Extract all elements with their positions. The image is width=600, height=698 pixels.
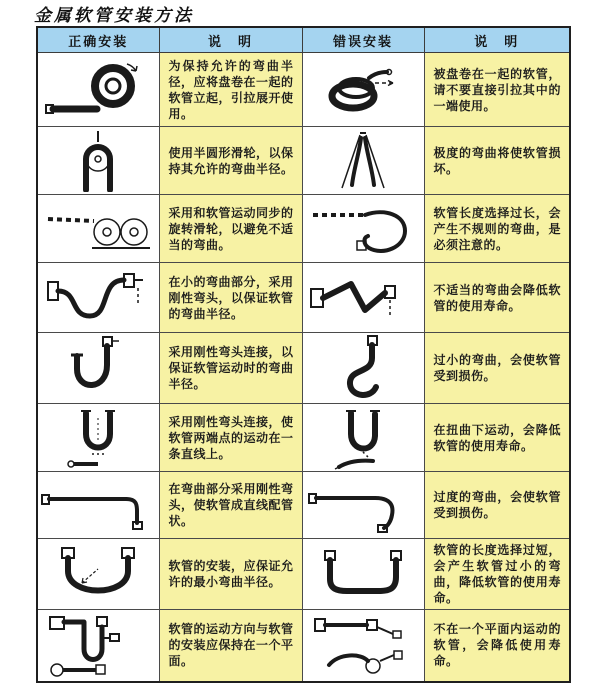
wrong-illustration-cell	[302, 53, 424, 127]
correct-description: 采用刚性弯头连接，以保证软管运动时的弯曲半径。	[159, 333, 302, 404]
correct-description: 采用刚性弯头连接，使软管两端点的运动在一条直线上。	[159, 404, 302, 472]
table-row	[37, 610, 570, 682]
page-title: 金属软管安装方法	[34, 6, 194, 25]
wrong-illustration-cell	[302, 404, 424, 472]
out-of-plane-motion-icon	[311, 611, 415, 679]
correct-description: 软管的安装，应保证允许的最小弯曲半径。	[159, 539, 302, 610]
header-wrong-install: 错误安装	[302, 27, 424, 53]
wrong-description: 不适当的弯曲会降低软管的使用寿命。	[424, 263, 570, 333]
correct-description: 采用和软管运动同步的旋转滑轮，以避免不适当的弯曲。	[159, 195, 302, 263]
u-twisted-motion-icon	[327, 406, 399, 470]
table-row	[37, 539, 570, 610]
straight-run-rigid-elbow-icon	[40, 478, 156, 532]
header-description-1: 说 明	[159, 27, 302, 53]
header-row	[37, 27, 570, 53]
wrong-illustration-cell	[302, 333, 424, 404]
wrong-description: 软管长度选择过长，会产生不规则的弯曲，是必须注意的。	[424, 195, 570, 263]
header-correct-install: 正确安装	[37, 27, 159, 53]
correct-description: 软管的运动方向与软管的安装应保持在一个平面。	[159, 610, 302, 682]
table-row	[37, 53, 570, 127]
wrong-description: 过小的弯曲，会使软管受到损伤。	[424, 333, 570, 404]
wrong-description: 被盘卷在一起的软管，请不要直接引拉其中的一端使用。	[424, 53, 570, 127]
too-small-s-bend-icon	[331, 334, 395, 402]
wrong-illustration-cell	[302, 539, 424, 610]
correct-description: 为保持允许的弯曲半径，应将盘卷在一起的软管立起，引拉展开使用。	[159, 53, 302, 127]
wrong-description: 不在一个平面内运动的软管，会降低使用寿命。	[424, 610, 570, 682]
overbent-drooping-elbow-icon	[305, 477, 421, 533]
too-short-flat-u-icon	[317, 548, 409, 600]
u-loop-rigid-elbow-icon	[61, 335, 135, 401]
u-endpoints-straight-line-icon	[62, 406, 134, 470]
wrong-description: 过度的弯曲，会使软管受到损伤。	[424, 472, 570, 539]
correct-illustration-cell	[37, 539, 159, 610]
rotating-pulleys-icon	[42, 201, 154, 257]
wrong-illustration-cell	[302, 195, 424, 263]
table-row	[37, 127, 570, 195]
correct-description: 在小的弯曲部分，采用刚性弯头，以保证软管的弯曲半径。	[159, 263, 302, 333]
hose-over-pulley-icon	[66, 130, 130, 192]
correct-illustration-cell	[37, 195, 159, 263]
wrong-description: 在扭曲下运动，会降低软管的使用寿命。	[424, 404, 570, 472]
hose-pinched-bend-icon	[331, 130, 395, 192]
header-description-2: 说 明	[424, 27, 570, 53]
table-row	[37, 472, 570, 539]
irregular-loop-icon	[307, 199, 419, 259]
coiled-hose-upright-icon	[43, 59, 153, 121]
table-row	[37, 263, 570, 333]
sharp-improper-bend-icon	[307, 268, 419, 328]
correct-illustration-cell	[37, 404, 159, 472]
correct-description: 在弯曲部分采用刚性弯头，使软管成直线配管状。	[159, 472, 302, 539]
wrong-description: 软管的长度选择过短，会产生软管过小的弯曲，降低软管的使用寿命。	[424, 539, 570, 610]
coiled-hose-pulled-end-icon	[313, 61, 413, 119]
table-row	[37, 404, 570, 472]
table-row	[37, 195, 570, 263]
correct-illustration-cell	[37, 472, 159, 539]
trap-one-plane-icon	[46, 611, 150, 679]
correct-illustration-cell	[37, 333, 159, 404]
correct-illustration-cell	[37, 610, 159, 682]
table-row	[37, 333, 570, 404]
wrong-illustration-cell	[302, 263, 424, 333]
correct-illustration-cell	[37, 127, 159, 195]
wrong-illustration-cell	[302, 127, 424, 195]
correct-illustration-cell	[37, 53, 159, 127]
wide-u-min-bend-radius-icon	[52, 545, 144, 603]
correct-illustration-cell	[37, 263, 159, 333]
wrong-illustration-cell	[302, 472, 424, 539]
installation-guide-table	[36, 26, 571, 683]
wrong-illustration-cell	[302, 610, 424, 682]
wrong-description: 极度的弯曲将使软管损坏。	[424, 127, 570, 195]
s-curve-rigid-elbows-icon	[42, 266, 154, 330]
correct-description: 使用半圆形滑轮，以保持其允许的弯曲半径。	[159, 127, 302, 195]
